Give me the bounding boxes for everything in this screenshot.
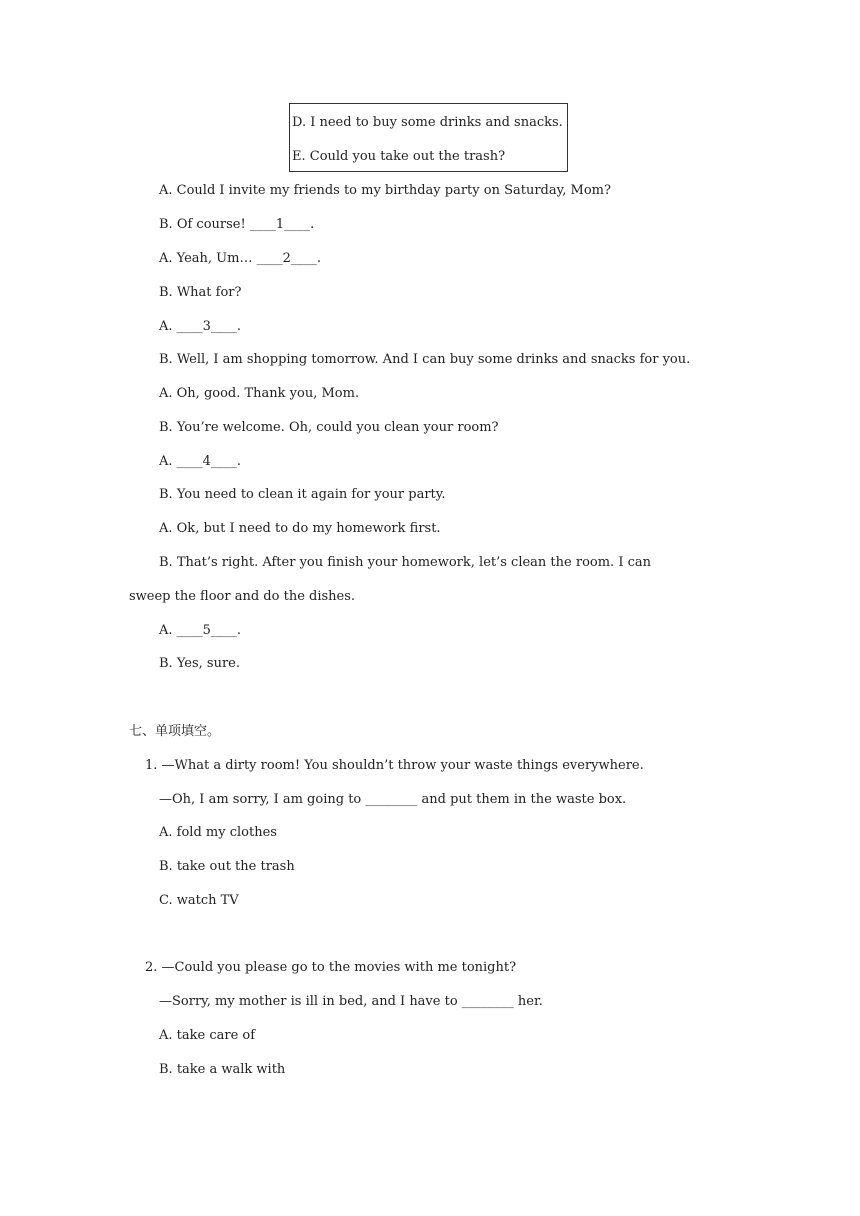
choice-option: B. take out the trash bbox=[159, 859, 295, 874]
dialogue-line: B. What for? bbox=[159, 285, 242, 300]
dialogue-line: A. Ok, but I need to do my homework first. bbox=[159, 521, 441, 536]
dialogue-line: B. That’s right. After you finish your homework, let’s clean the room. I can bbox=[159, 555, 651, 570]
answer-options-box bbox=[289, 103, 568, 172]
question-prompt: 1. —What a dirty room! You shouldn’t throw your waste things everywhere. bbox=[145, 758, 644, 773]
dialogue-line: B. Of course! ____1____. bbox=[159, 217, 315, 232]
question-prompt: 2. —Could you please go to the movies with me tonight? bbox=[145, 960, 517, 975]
choice-option: A. take care of bbox=[159, 1028, 256, 1043]
dialogue-line: A. ____5____. bbox=[159, 623, 242, 638]
choice-option: C. watch TV bbox=[159, 893, 239, 908]
question-reply: —Oh, I am sorry, I am going to ________ and put them in the waste box. bbox=[159, 792, 627, 807]
dialogue-line: B. You need to clean it again for your party. bbox=[159, 487, 446, 502]
dialogue-line: A. Could I invite my friends to my birthday party on Saturday, Mom? bbox=[159, 183, 611, 198]
dialogue-line: B. Well, I am shopping tomorrow. And I can buy some drinks and snacks for you. bbox=[159, 352, 691, 367]
dialogue-line: A. ____3____. bbox=[159, 319, 242, 334]
section-heading: 七、单项填空。 bbox=[129, 724, 221, 739]
choice-option: B. take a walk with bbox=[159, 1062, 286, 1077]
dialogue-line: A. Yeah, Um… ____2____. bbox=[159, 251, 322, 266]
option-e: E. Could you take out the trash? bbox=[292, 149, 506, 164]
option-d: D. I need to buy some drinks and snacks. bbox=[292, 115, 563, 130]
question-reply: —Sorry, my mother is ill in bed, and I have to ________ her. bbox=[159, 994, 543, 1009]
dialogue-line-continued: sweep the floor and do the dishes. bbox=[129, 589, 356, 604]
dialogue-line: A. Oh, good. Thank you, Mom. bbox=[159, 386, 360, 401]
dialogue-line: A. ____4____. bbox=[159, 454, 242, 469]
dialogue-line: B. You’re welcome. Oh, could you clean your room? bbox=[159, 420, 499, 435]
choice-option: A. fold my clothes bbox=[159, 825, 277, 840]
dialogue-line: B. Yes, sure. bbox=[159, 656, 240, 671]
